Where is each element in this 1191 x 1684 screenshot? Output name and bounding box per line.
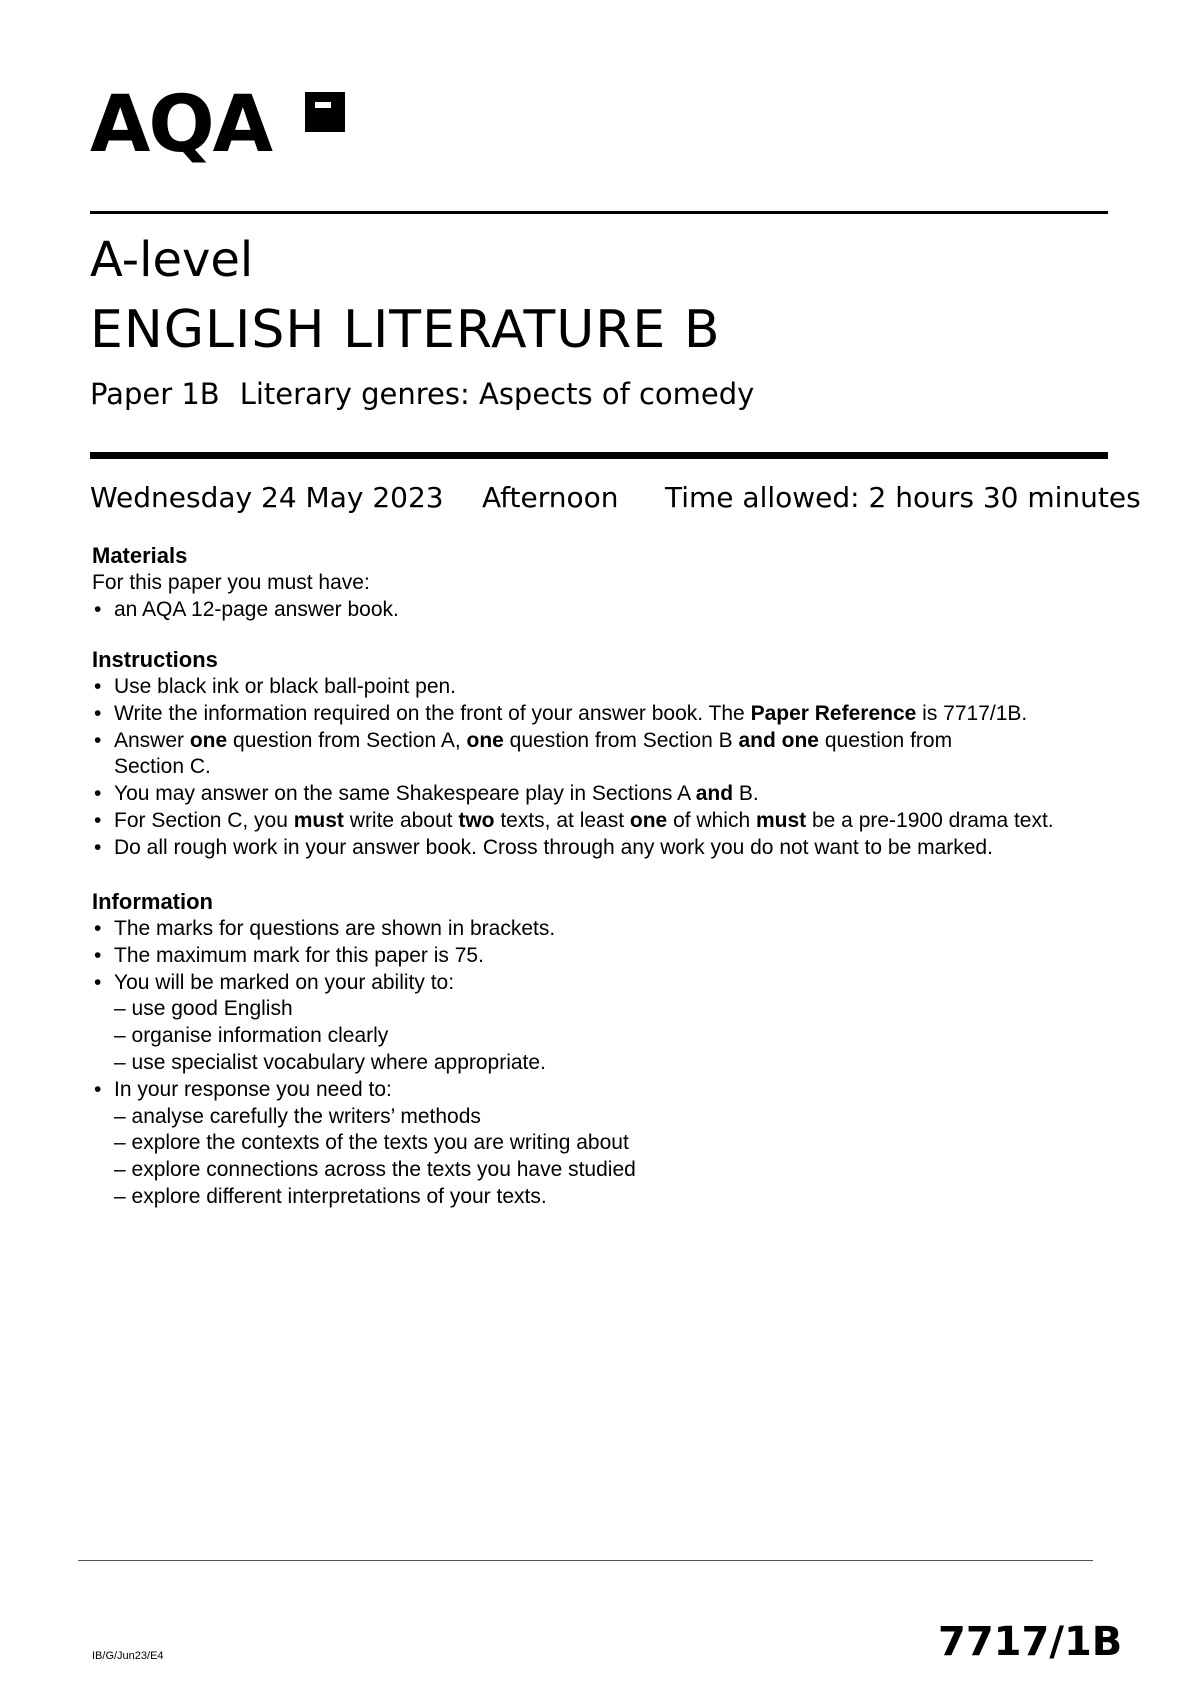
time-allowed: Time allowed: 2 hours 30 minutes: [665, 481, 1141, 514]
paper-name: Literary genres: Aspects of comedy: [239, 377, 755, 411]
materials-intro: For this paper you must have:: [92, 571, 370, 594]
exam-date: Wednesday 24 May 2023: [90, 481, 444, 514]
information-item: • The maximum mark for this paper is 75.: [92, 943, 636, 970]
logo-mark-icon: [301, 88, 351, 138]
footer-rule: [78, 1560, 1093, 1561]
instruction-item: • For Section C, you must write about two texts, at least one of which must be a pre-1900 drama text.: [92, 808, 1132, 835]
instruction-item: • Do all rough work in your answer book. Cross through any work you do not want to be marked.: [92, 835, 1132, 862]
materials-item: • an AQA 12-page answer book.: [92, 597, 399, 624]
materials-section: [92, 542, 399, 624]
information-item: • In your response you need to:: [92, 1077, 636, 1104]
sub-item: – explore the contexts of the texts you are writing about: [114, 1131, 629, 1155]
paper-title: [90, 377, 755, 411]
instructions-heading: Instructions: [92, 647, 218, 672]
materials-heading: Materials: [92, 543, 188, 568]
instruction-item: • Use black ink or black ball-point pen.: [92, 674, 1132, 701]
sub-item: – organise information clearly: [114, 1024, 389, 1048]
footer-code: IB/G/Jun23/E4: [92, 1650, 164, 1662]
instruction-item: • Answer one question from Section A, one question from Section B and one question from Section C.: [92, 728, 1014, 782]
aqa-logo: [90, 80, 390, 186]
logo-text: AQA: [90, 80, 272, 170]
header-rule: [90, 211, 1108, 214]
instructions-section: [92, 646, 1132, 862]
sub-item: – use specialist vocabulary where appropriate.: [114, 1050, 546, 1074]
paper-number: Paper 1B: [90, 377, 220, 411]
instruction-item: • Write the information required on the front of your answer book. The Paper Reference is 7717/1B.: [92, 701, 1132, 728]
qualification-level: A-level: [90, 232, 254, 288]
information-item: • The marks for questions are shown in brackets.: [92, 916, 636, 943]
subject-title: ENGLISH LITERATURE B: [90, 300, 721, 360]
sub-item: – use good English: [114, 997, 293, 1021]
sub-item: – explore connections across the texts you have studied: [114, 1158, 636, 1182]
title-rule: [90, 452, 1108, 459]
paper-code: 7717/1B: [938, 1619, 1123, 1665]
instruction-item: • You may answer on the same Shakespeare play in Sections A and B.: [92, 781, 1132, 808]
sub-item: – analyse carefully the writers’ methods: [114, 1104, 481, 1128]
information-section: [92, 888, 636, 1211]
exam-session: Afternoon: [482, 481, 619, 514]
sub-item: – explore different interpretations of your texts.: [114, 1184, 547, 1208]
information-heading: Information: [92, 889, 213, 914]
information-item: • You will be marked on your ability to:: [92, 970, 636, 997]
